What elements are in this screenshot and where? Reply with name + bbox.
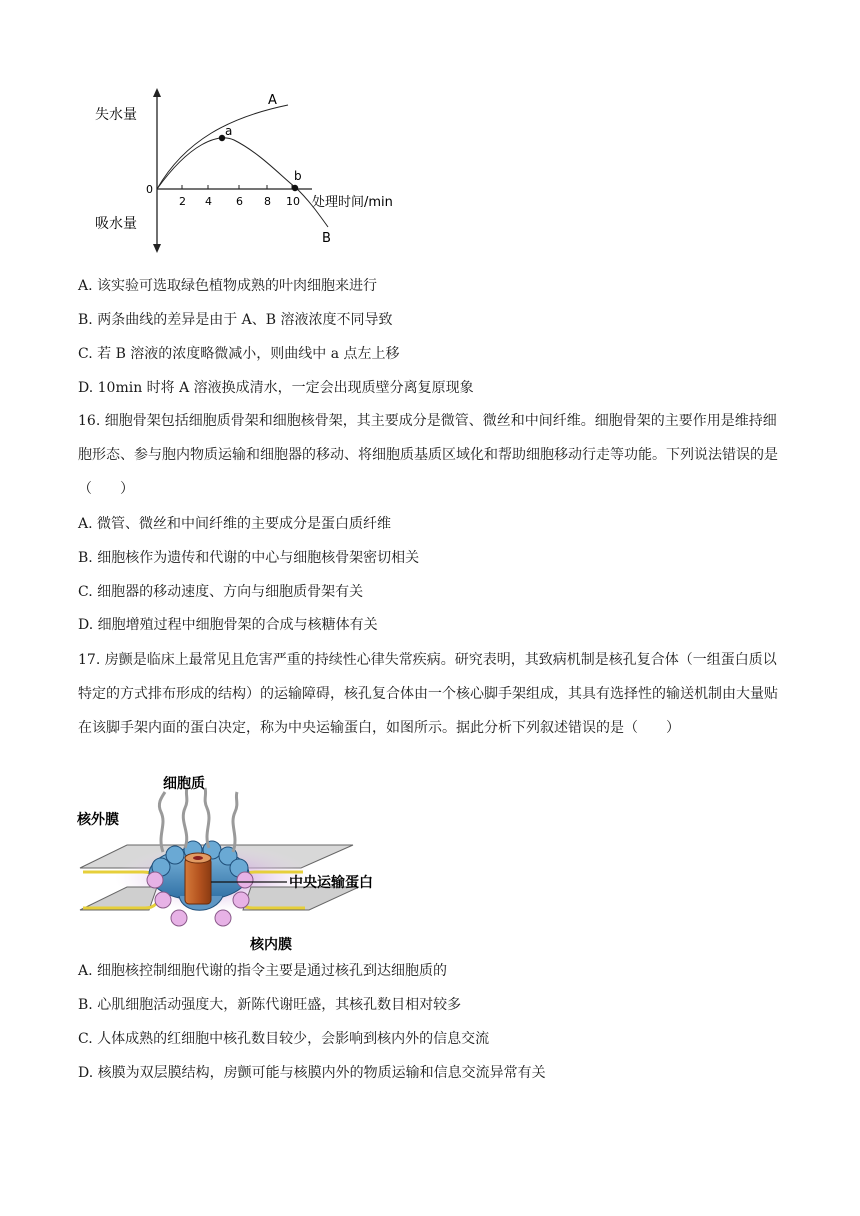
central-transport-protein xyxy=(185,858,211,904)
scaffold-subunit xyxy=(166,846,184,864)
central-protein-label: 中央运输蛋白 xyxy=(289,875,373,891)
y-axis-arrow-up xyxy=(153,88,161,97)
q16-option-b: B. 细胞核作为遗传和代谢的中心与细胞核骨架密切相关 xyxy=(78,550,420,566)
q16-option-a: A. 微管、微丝和中间纤维的主要成分是蛋白质纤维 xyxy=(78,516,392,532)
pink-knob xyxy=(155,892,171,908)
point-a-label: a xyxy=(225,124,233,138)
q15-option-b: B. 两条曲线的差异是由于 A、B 溶液浓度不同导致 xyxy=(78,312,393,328)
y-bottom-label: 吸水量 xyxy=(95,216,137,232)
origin-label: 0 xyxy=(146,183,153,196)
x-tick-label: 6 xyxy=(236,195,243,208)
point-b-marker xyxy=(292,185,298,191)
curve-a-label: A xyxy=(268,93,277,108)
cytoplasmic-filament xyxy=(183,788,187,848)
cytoplasmic-filament xyxy=(159,792,165,852)
cytoplasmic-filament xyxy=(233,792,237,852)
curve-b xyxy=(157,138,328,227)
pink-knob xyxy=(233,892,249,908)
cytoplasmic-filament xyxy=(205,788,209,848)
q15-option-c: C. 若 B 溶液的浓度略微减小，则曲线中 a 点左上移 xyxy=(78,346,400,362)
x-tick-label: 10 xyxy=(286,195,300,208)
q17-option-c: C. 人体成熟的红细胞中核孔数目较少，会影响到核内外的信息交流 xyxy=(78,1031,490,1047)
q15-option-a: A. 该实验可选取绿色植物成熟的叶肉细胞来进行 xyxy=(78,278,378,294)
inner-membrane-label: 核内膜 xyxy=(250,937,292,953)
x-tick-label: 4 xyxy=(205,195,212,208)
x-unit-label: 处理时间/min xyxy=(312,195,393,210)
q17-option-d: D. 核膜为双层膜结构，房颤可能与核膜内外的物质运输和信息交流异常有关 xyxy=(78,1065,546,1081)
water-loss-graph xyxy=(90,85,420,255)
x-tick-label: 2 xyxy=(179,195,186,208)
q15-option-d: D. 10min 时将 A 溶液换成清水，一定会出现质壁分离复原现象 xyxy=(78,380,474,396)
cytoplasm-label: 细胞质 xyxy=(163,776,205,792)
q16-option-d: D. 细胞增殖过程中细胞骨架的合成与核糖体有关 xyxy=(78,617,378,633)
nuclear-pore-figure xyxy=(75,770,405,960)
central-channel xyxy=(193,856,203,860)
y-top-label: 失水量 xyxy=(95,107,137,123)
curve-a xyxy=(157,105,288,189)
pink-knob xyxy=(215,910,231,926)
y-axis-arrow-down xyxy=(153,244,161,253)
point-b-label: b xyxy=(294,169,302,183)
q17-option-b: B. 心肌细胞活动强度大，新陈代谢旺盛，其核孔数目相对较多 xyxy=(78,997,462,1013)
q16-stem: 16. 细胞骨架包括细胞质骨架和细胞核骨架，其主要成分是微管、微丝和中间纤维。细胞骨架的主要作用是维持细胞形态、参与胞内物质运输和细胞器的移动、将细胞质基质区域化和帮助细胞移动行走等功能。下列说法错误的是（ ） xyxy=(78,413,778,497)
curve-b-label: B xyxy=(322,231,331,246)
q17-option-a: A. 细胞核控制细胞代谢的指令主要是通过核孔到达细胞质的 xyxy=(78,963,448,979)
pink-knob xyxy=(171,910,187,926)
outer-membrane-label: 核外膜 xyxy=(77,812,119,828)
x-tick-label: 8 xyxy=(264,195,271,208)
q16-option-c: C. 细胞器的移动速度、方向与细胞质骨架有关 xyxy=(78,584,364,600)
pink-knob xyxy=(237,872,253,888)
pink-knob xyxy=(147,872,163,888)
q17-stem: 17. 房颤是临床上最常见且危害严重的持续性心律失常疾病。研究表明，其致病机制是核孔复合体（一组蛋白质以特定的方式排布形成的结构）的运输障碍，核孔复合体由一个核心脚手架组成，其具有选择性的输送机制由大量贴在该脚手架内面的蛋白决定，称为中央运输蛋白，如图所示。据此分析下列叙述错误的是（ ） xyxy=(78,652,778,736)
